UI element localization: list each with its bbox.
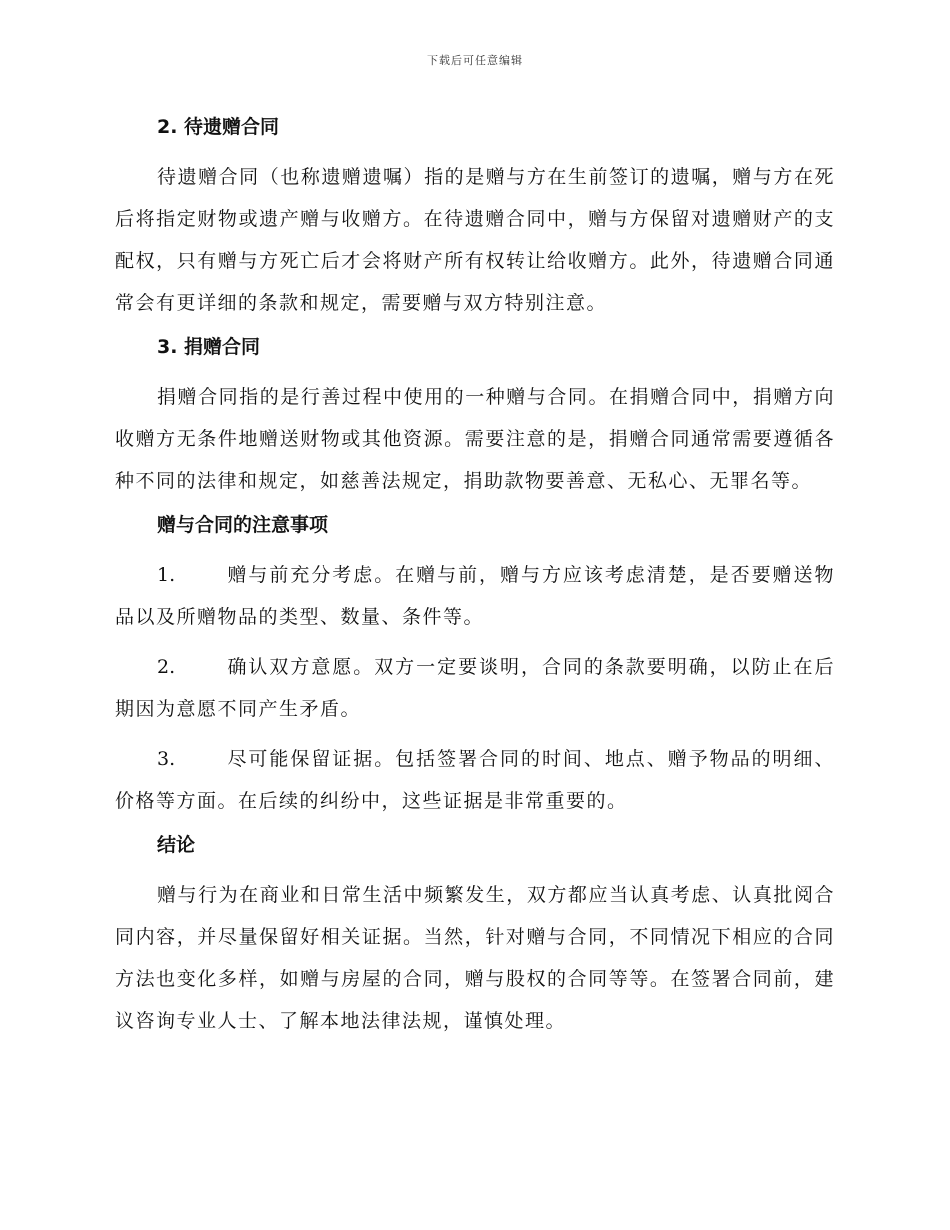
document-body	[115, 112, 835, 1050]
list-item-text: 赠与前充分考虑。在赠与前，赠与方应该考虑清楚，是否要赠送物品以及所赠物品的类型、数量、条件等。	[115, 564, 835, 628]
section-heading-bequest-contract: 2. 待遗赠合同	[157, 116, 280, 138]
section-heading-conclusion: 结论	[157, 834, 196, 856]
list-item	[115, 646, 835, 730]
list-item-text: 确认双方意愿。双方一定要谈明，合同的条款要明确，以防止在后期因为意愿不同产生矛盾。	[115, 656, 835, 720]
section-paragraph-conclusion: 赠与行为在商业和日常生活中频繁发生，双方都应当认真考虑、认真批阅合同内容，并尽量保留好相关证据。当然，针对赠与合同，不同情况下相应的合同方法也变化多样，如赠与房屋的合同，赠与股权的合同等等。在签署合同前，建议咨询专业人士、了解本地法律法规，谨慎处理。	[115, 884, 835, 1032]
page-header: 下载后可任意编辑	[427, 54, 523, 67]
list-item-text: 尽可能保留证据。包括签署合同的时间、地点、赠予物品的明细、价格等方面。在后续的纠纷中，这些证据是非常重要的。	[115, 748, 835, 812]
list-item-number: 3.	[157, 748, 176, 770]
list-item	[115, 738, 835, 822]
list-item-number: 1.	[157, 564, 176, 586]
list-item-number: 2.	[157, 656, 176, 678]
section-paragraph-bequest-contract: 待遗赠合同（也称遗赠遗嘱）指的是赠与方在生前签订的遗嘱，赠与方在死后将指定财物或遗产赠与收赠方。在待遗赠合同中，赠与方保留对遗赠财产的支配权，只有赠与方死亡后才会将财产所有权转让给收赠方。此外，待遗赠合同通常会有更详细的条款和规定，需要赠与双方特别注意。	[115, 166, 835, 314]
list-item	[115, 554, 835, 638]
section-heading-donation-contract: 3. 捐赠合同	[157, 336, 261, 358]
section-paragraph-donation-contract: 捐赠合同指的是行善过程中使用的一种赠与合同。在捐赠合同中，捐赠方向收赠方无条件地赠送财物或其他资源。需要注意的是，捐赠合同通常需要遵循各种不同的法律和规定，如慈善法规定，捐助款物要善意、无私心、无罪名等。	[115, 386, 835, 492]
section-heading-precautions: 赠与合同的注意事项	[157, 514, 329, 536]
